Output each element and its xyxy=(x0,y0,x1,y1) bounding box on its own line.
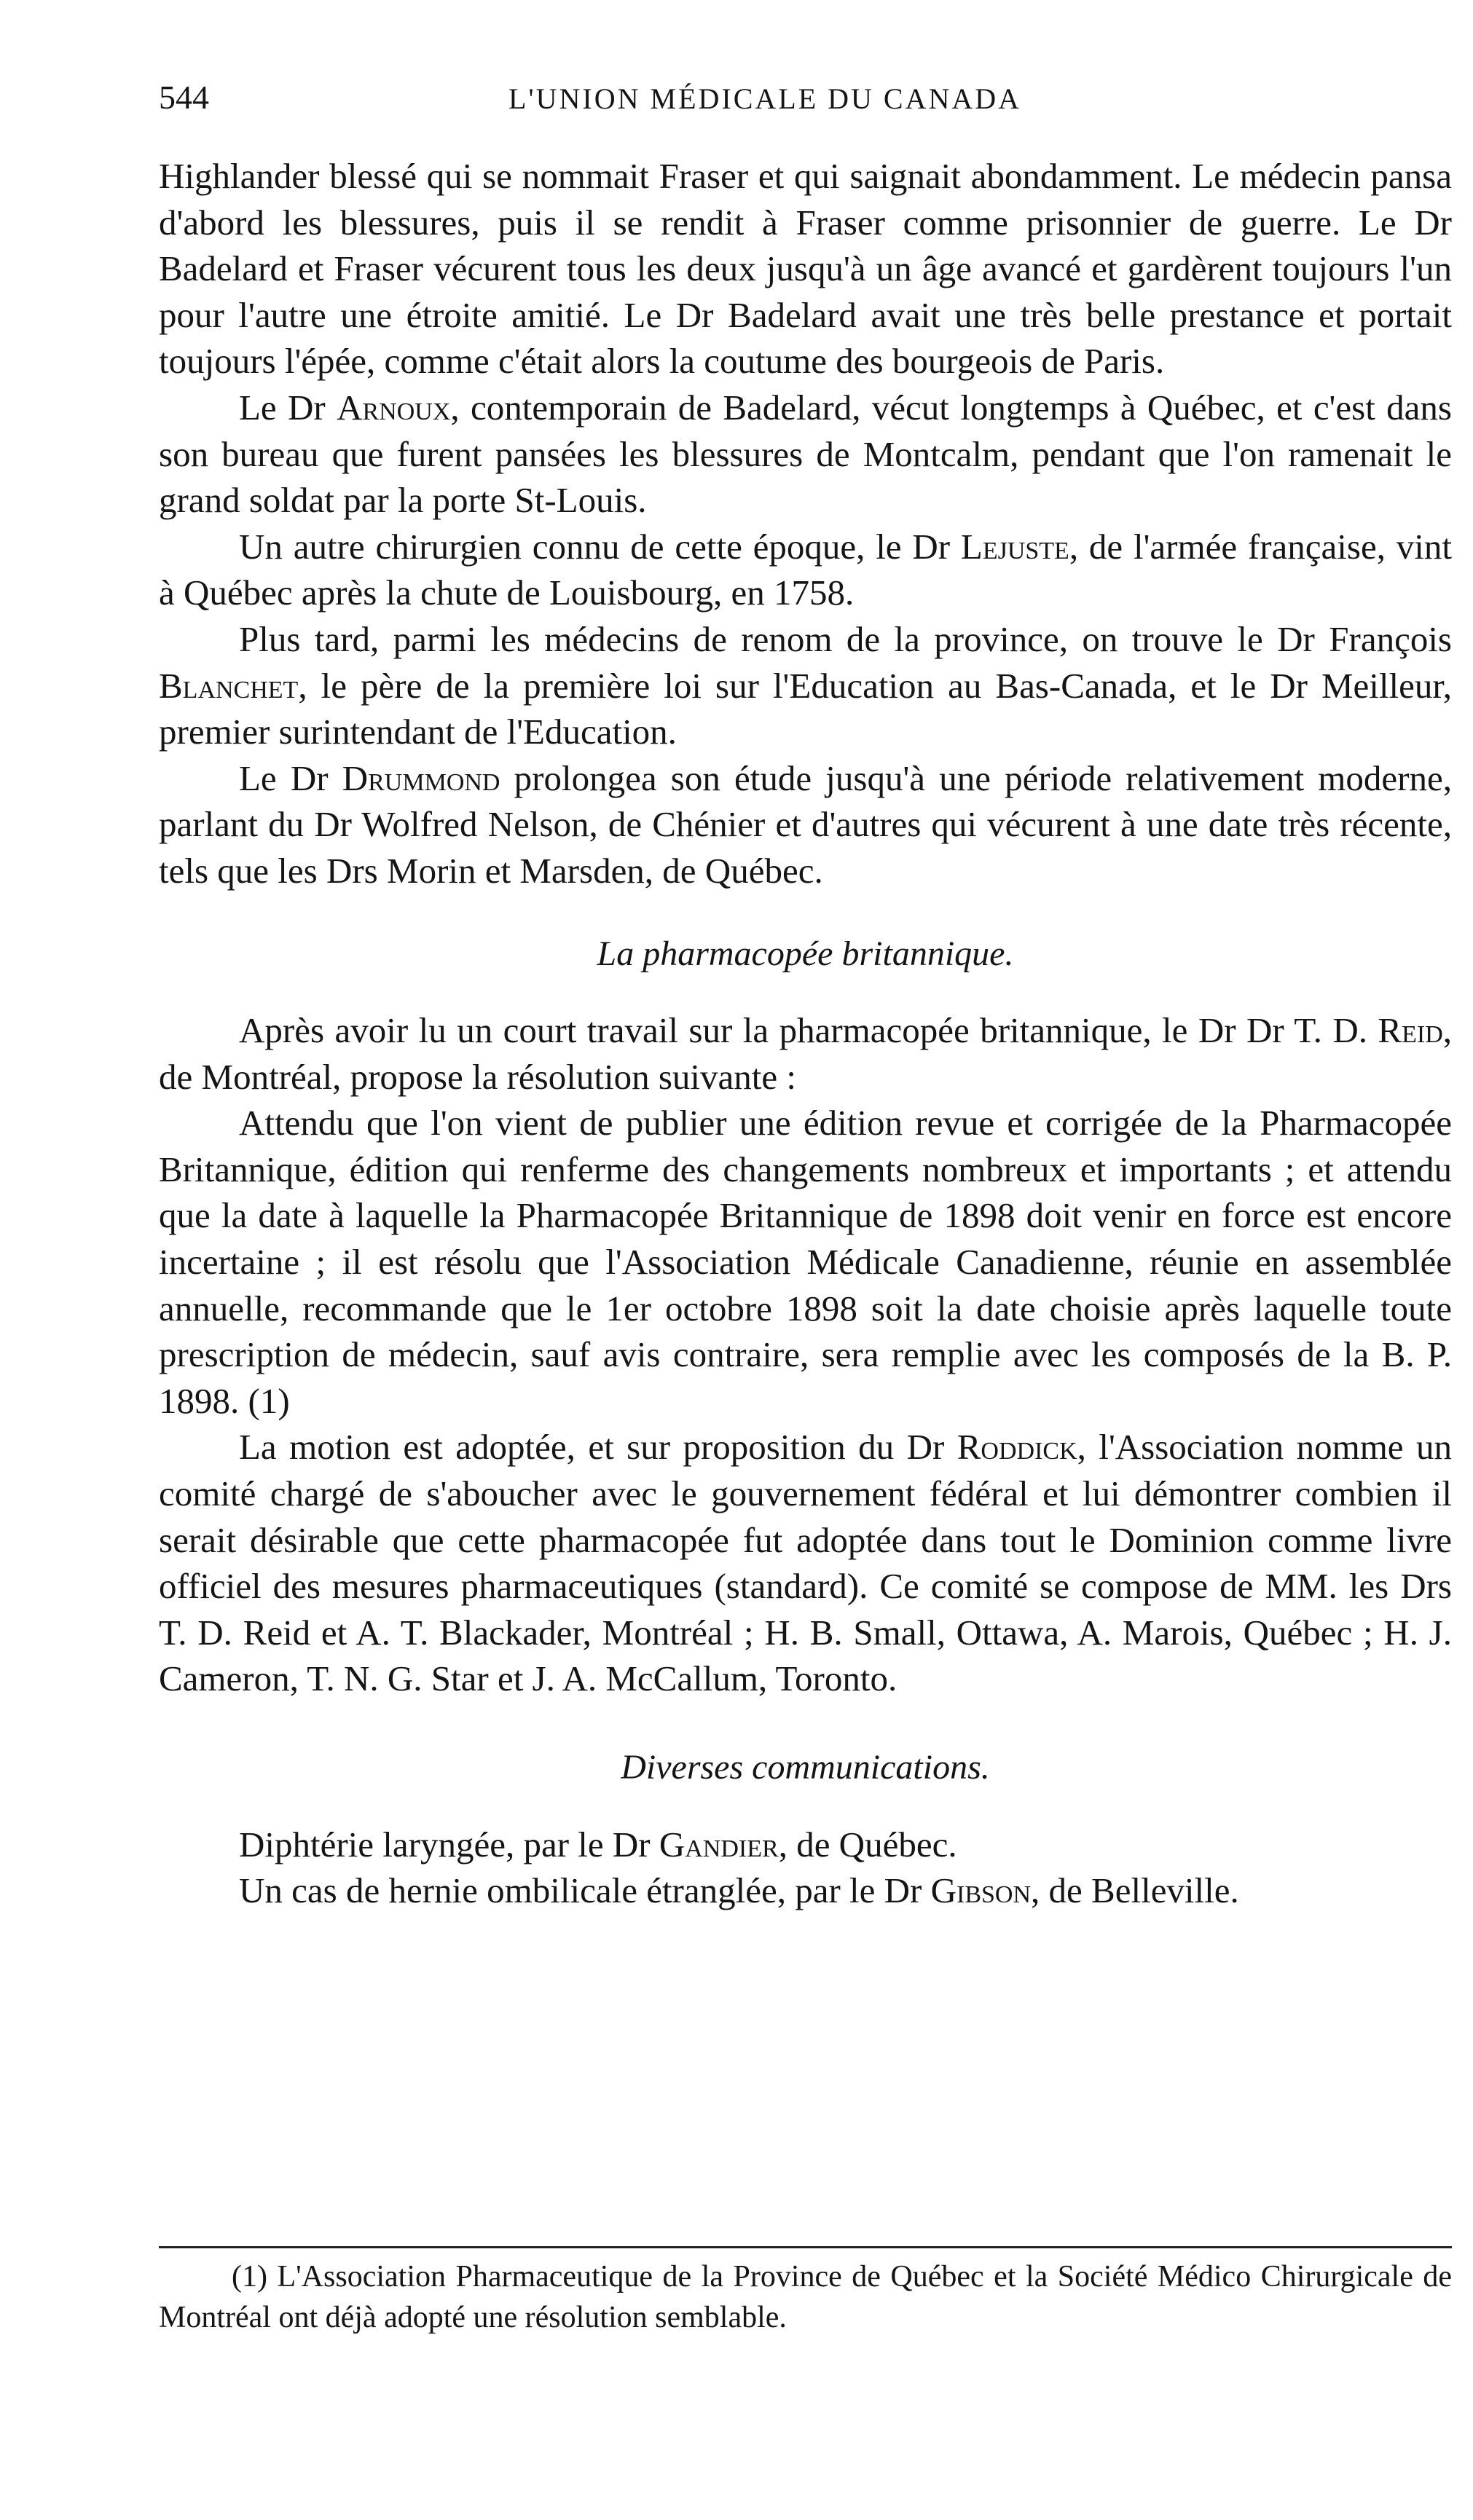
footnote-text: (1) L'Association Pharmaceutique de la Province de Québec et la Société Médico Chirurgicale de Montréal ont déjà adopté une résolution semblable. xyxy=(159,2260,1452,2334)
text-run: Diphtérie laryngée, par le Dr xyxy=(239,1824,659,1865)
text-run: , de l'armée française, vint à Québec après la chute de Louisbourg, en 1758. xyxy=(159,526,1452,613)
paragraph-gibson xyxy=(159,1867,1452,1914)
section-heading-pharmacopee: La pharmacopée britannique. xyxy=(597,934,1014,973)
text-run: , contemporain de Badelard, vécut longtemps à Québec, et c'est dans son bureau que furent pansées les blessures de Montcalm, pendant que l'on ramenait le grand soldat par la porte St-Louis. xyxy=(159,387,1452,521)
person-name: Reid xyxy=(1378,1010,1443,1051)
paragraph-lejuste xyxy=(159,524,1452,616)
paragraph-badelard: Highlander blessé qui se nommait Fraser et qui saignait abondamment. Le médecin pansa d'abord les blessures, puis il se rendit à Fraser comme prisonnier de guerre. Le Dr Badelard et Fraser vécurent tous les deux jusqu'à un âge avancé et gardèrent toujours l'un pour l'autre une étroite amitié. Le Dr Badelard avait une très belle prestance et portait toujours l'épée, comme c'était alors la coutume des bourgeois de Paris. xyxy=(159,156,1452,382)
text-run: Le Dr xyxy=(239,387,337,428)
person-name: Arnoux xyxy=(337,387,451,428)
person-name: Gandier xyxy=(659,1824,779,1865)
page-header xyxy=(159,76,1426,127)
text-run: prolongea son étude jusqu'à une période relativement moderne, parlant du Dr Wolfred Nelson, de Chénier et d'autres qui vécurent à une date très récente, tels que les Drs Morin et Marsden, de Québec. xyxy=(159,757,1452,891)
footnote xyxy=(159,2256,1452,2338)
text-run: , le père de la première loi sur l'Education au Bas-Canada, et le Dr Meilleur, premier surintendant de l'Education. xyxy=(159,665,1452,752)
text-run: Le Dr xyxy=(239,757,342,798)
paragraph-motion xyxy=(159,1424,1452,1702)
section-heading-communications: Diverses communications. xyxy=(621,1748,990,1787)
paragraph-blanchet xyxy=(159,616,1452,755)
running-title: L'UNION MÉDICALE DU CANADA xyxy=(508,82,1022,115)
person-name: Lejuste xyxy=(960,526,1069,567)
footnote-divider xyxy=(159,2246,1452,2248)
text-run: , l'Association nomme un comité chargé de s'aboucher avec le gouvernement fédéral et lui démontrer combien il serait désirable que cette pharmacopée fut adoptée dans tout le Dominion comme livre officiel des mesures pharmaceutiques (standard). Ce comité se compose de MM. les Drs T. D. Reid et A. T. Blackader, Montréal ; H. B. Small, Ottawa, A. Marois, Québec ; H. J. Cameron, T. N. G. Star et J. A. McCallum, Toronto. xyxy=(159,1427,1452,1699)
text-run: Plus tard, parmi les médecins de renom de la province, on trouve le Dr François xyxy=(239,618,1452,659)
text-run: Après avoir lu un court travail sur la pharmacopée britannique, le Dr Dr T. D. xyxy=(239,1010,1378,1051)
page-number: 544 xyxy=(159,79,209,116)
text-run: , de Montréal, propose la résolution suivante : xyxy=(159,1010,1452,1097)
person-name: Roddick xyxy=(957,1427,1077,1468)
text-run: Un cas de hernie ombilicale étranglée, par le Dr xyxy=(239,1870,931,1911)
person-name: Blanchet xyxy=(159,665,299,706)
paragraph-reid xyxy=(159,1007,1452,1100)
text-run: , de Québec. xyxy=(778,1824,957,1865)
body-text xyxy=(159,153,1452,1914)
paragraph-drummond xyxy=(159,755,1452,894)
person-name: Gibson xyxy=(930,1870,1032,1911)
person-name: Drummond xyxy=(342,757,500,798)
paragraph-gandier xyxy=(159,1822,1452,1868)
text-run: Un autre chirurgien connu de cette époque, le Dr xyxy=(239,526,961,567)
text-run: , de Belleville. xyxy=(1031,1870,1239,1911)
paragraph-resolution: Attendu que l'on vient de publier une édition revue et corrigée de la Pharmacopée Britannique, édition qui renferme des changements nombreux et importants ; et attendu que la date à laquelle la Pharmacopée Britannique de 1898 doit venir en force est encore incertaine ; il est résolu que l'Association Médicale Canadienne, réunie en assemblée annuelle, recommande que le 1er octobre 1898 soit la date choisie après laquelle toute prescription de médecin, sauf avis contraire, sera remplie avec les composés de la B. P. 1898. (1) xyxy=(159,1103,1452,1421)
paragraph-arnoux xyxy=(159,385,1452,524)
text-run: La motion est adoptée, et sur proposition du Dr xyxy=(239,1427,957,1468)
